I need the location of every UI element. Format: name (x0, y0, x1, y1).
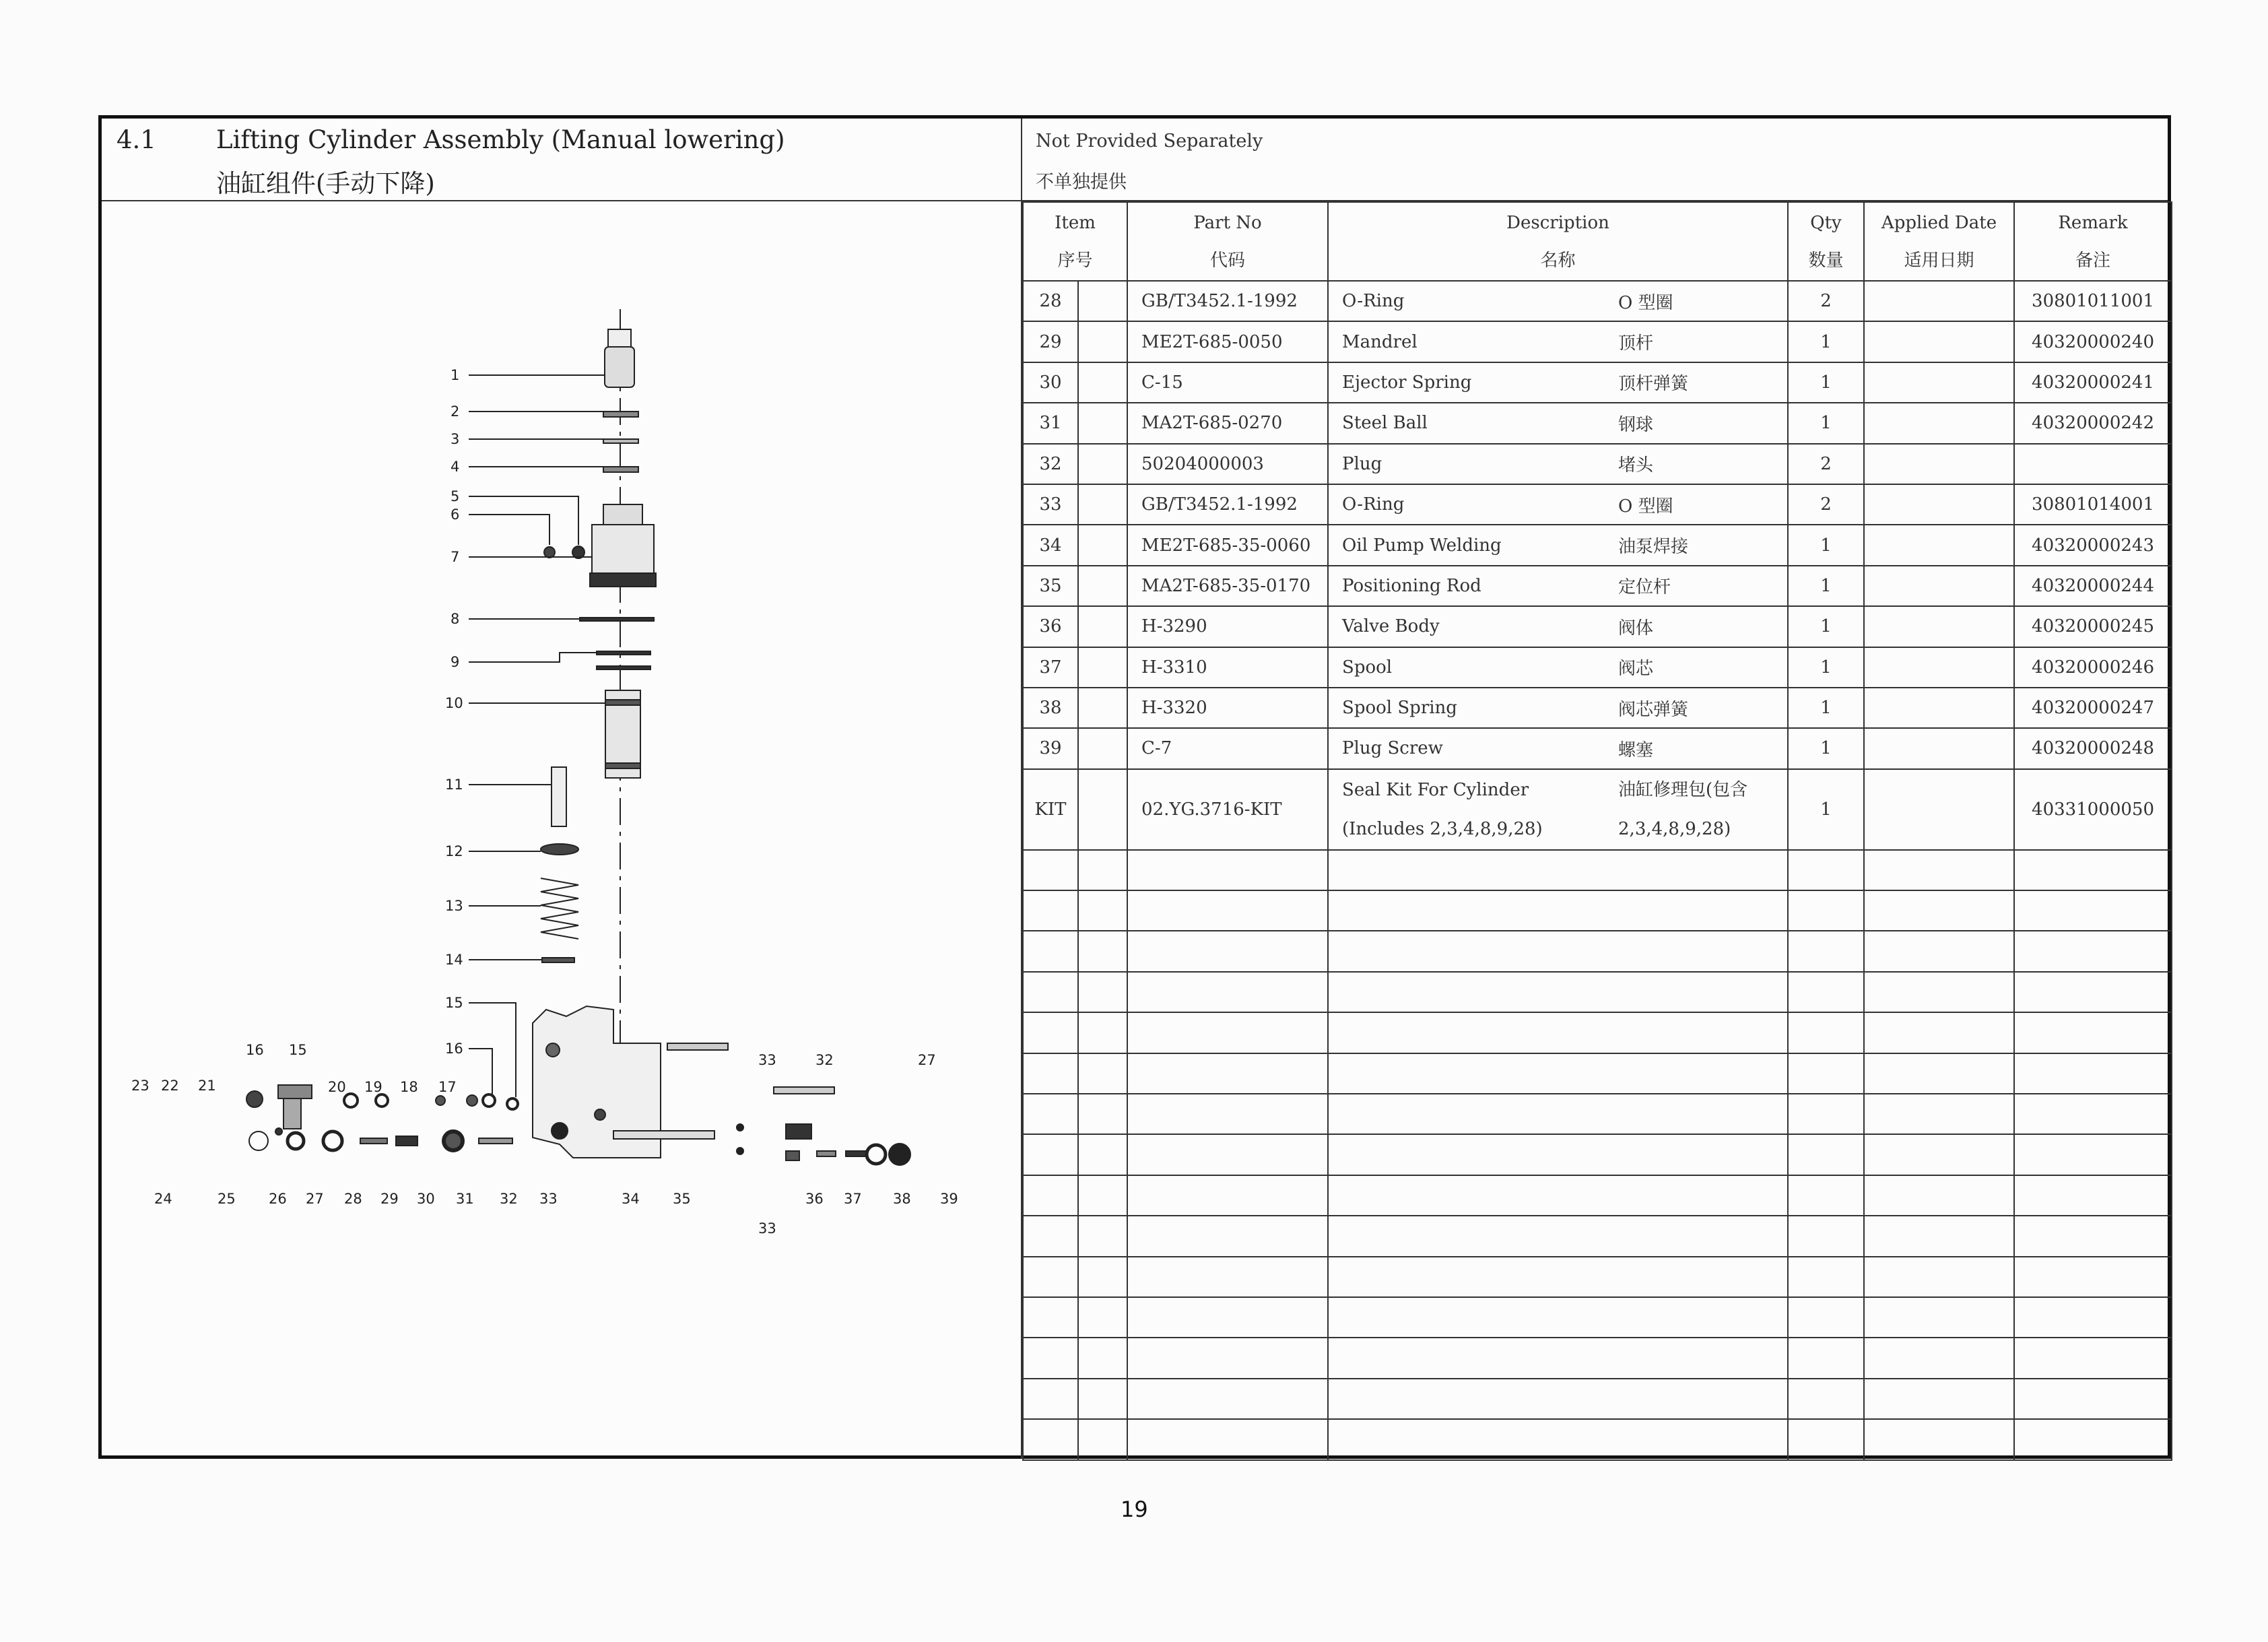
callout: 19 (364, 1079, 382, 1095)
table-row-kit: KIT 02.YG.3716-KIT Seal Kit For Cylinder (Includes 2,3,4,8,9,28) 油缸修理包(包含 2,3,4,8,9,28) 1 40331000050 (1023, 769, 2172, 850)
callout: 33 (758, 1052, 776, 1068)
callout: 34 (622, 1191, 640, 1207)
callout: 33 (539, 1191, 558, 1207)
callout: 15 (445, 995, 463, 1011)
table-row: 30 C-15 Ejector Spring 顶杆弹簧 1 40320000241 (1023, 362, 2172, 403)
callout: 18 (400, 1079, 418, 1095)
callout: 32 (815, 1052, 834, 1068)
table-row: 35 MA2T-685-35-0170 Positioning Rod 定位杆 1 40320000244 (1023, 566, 2172, 606)
table-header-row (1023, 202, 2172, 281)
empty-row (1023, 1012, 2172, 1053)
callout: 36 (805, 1191, 824, 1207)
callout: 5 (451, 488, 460, 504)
empty-row (1023, 931, 2172, 971)
callout: 14 (445, 952, 463, 968)
table-row: 38 H-3320 Spool Spring 阀芯弹簧 1 40320000247 (1023, 688, 2172, 728)
callout: 25 (218, 1191, 236, 1207)
table-row: 36 H-3290 Valve Body 阀体 1 40320000245 (1023, 606, 2172, 647)
callout: 30 (417, 1191, 435, 1207)
empty-row (1023, 850, 2172, 890)
callout: 15 (289, 1042, 307, 1058)
callout: 20 (328, 1079, 346, 1095)
table-row: 32 50204000003 Plug 堵头 2 (1023, 444, 2172, 484)
callout: 7 (451, 549, 460, 565)
note-en: Not Provided Separately (1036, 131, 1263, 152)
callout: 27 (918, 1052, 936, 1068)
table-row: 28 GB/T3452.1-1992 O-Ring O 型圈 2 30801011001 (1023, 281, 2172, 321)
callout: 3 (451, 431, 460, 447)
exploded-view-drawing (102, 201, 1021, 1457)
callout: 38 (893, 1191, 911, 1207)
callout: 29 (380, 1191, 399, 1207)
callout: 9 (451, 654, 460, 670)
table-row: 31 MA2T-685-0270 Steel Ball 钢球 1 40320000242 (1023, 403, 2172, 443)
table-row: 34 ME2T-685-35-0060 Oil Pump Welding 油泵焊接 1 40320000243 (1023, 525, 2172, 565)
empty-row (1023, 1134, 2172, 1175)
empty-row (1023, 1175, 2172, 1216)
callout: 1 (451, 367, 460, 383)
section-header (102, 119, 1022, 201)
callout: 11 (445, 777, 463, 793)
empty-row (1023, 890, 2172, 931)
col-applied-date: Applied Date 适用日期 (1864, 202, 2014, 281)
empty-row (1023, 1338, 2172, 1378)
callout: 10 (445, 695, 463, 711)
callout: 16 (445, 1041, 463, 1057)
page-number: 19 (1121, 1497, 1148, 1522)
callout: 37 (844, 1191, 862, 1207)
callout: 6 (451, 506, 460, 523)
callout: 13 (445, 898, 463, 914)
empty-row (1023, 1094, 2172, 1134)
callout: 23 (131, 1078, 149, 1094)
note-zh: 不单独提供 (1036, 172, 1127, 193)
section-title-en: Lifting Cylinder Assembly (Manual lowering) (216, 125, 785, 154)
empty-row (1023, 1053, 2172, 1094)
col-remark: Remark 备注 (2014, 202, 2172, 281)
callout: 24 (154, 1191, 172, 1207)
callout: 4 (451, 459, 460, 475)
table-row: 29 ME2T-685-0050 Mandrel 顶杆 1 40320000240 (1023, 321, 2172, 362)
availability-note (1022, 119, 2168, 201)
callout: 32 (500, 1191, 518, 1207)
col-description: Description 名称 (1328, 202, 1788, 281)
empty-row (1023, 1297, 2172, 1338)
empty-row (1023, 972, 2172, 1012)
section-number: 4.1 (116, 125, 156, 154)
table-row: 37 H-3310 Spool 阀芯 1 40320000246 (1023, 647, 2172, 688)
col-part-no: Part No 代码 (1127, 202, 1328, 281)
callout: 33 (758, 1220, 776, 1237)
empty-row (1023, 1216, 2172, 1256)
callout: 31 (456, 1191, 474, 1207)
empty-row (1023, 1379, 2172, 1419)
section-title-zh: 油缸组件(手动下降) (216, 169, 435, 198)
callout: 39 (940, 1191, 958, 1207)
callout: 21 (198, 1078, 216, 1094)
parts-table (1022, 201, 2172, 1461)
callout: 27 (306, 1191, 324, 1207)
empty-row (1023, 1257, 2172, 1297)
callout: 8 (451, 611, 460, 627)
table-row: 33 GB/T3452.1-1992 O-Ring O 型圈 2 30801014001 (1023, 484, 2172, 525)
empty-row (1023, 1419, 2172, 1459)
exploded-diagram (102, 201, 1022, 1459)
callout: 22 (161, 1078, 179, 1094)
callout: 35 (673, 1191, 691, 1207)
callout: 2 (451, 403, 460, 420)
col-item: Item 序号 (1023, 202, 1127, 281)
page-frame (98, 115, 2171, 1459)
callout: 28 (344, 1191, 362, 1207)
callout: 16 (246, 1042, 264, 1058)
col-qty: Qty 数量 (1788, 202, 1864, 281)
table-row: 39 C-7 Plug Screw 螺塞 1 40320000248 (1023, 728, 2172, 768)
callout: 17 (438, 1079, 457, 1095)
callout: 26 (269, 1191, 287, 1207)
callout: 12 (445, 843, 463, 859)
